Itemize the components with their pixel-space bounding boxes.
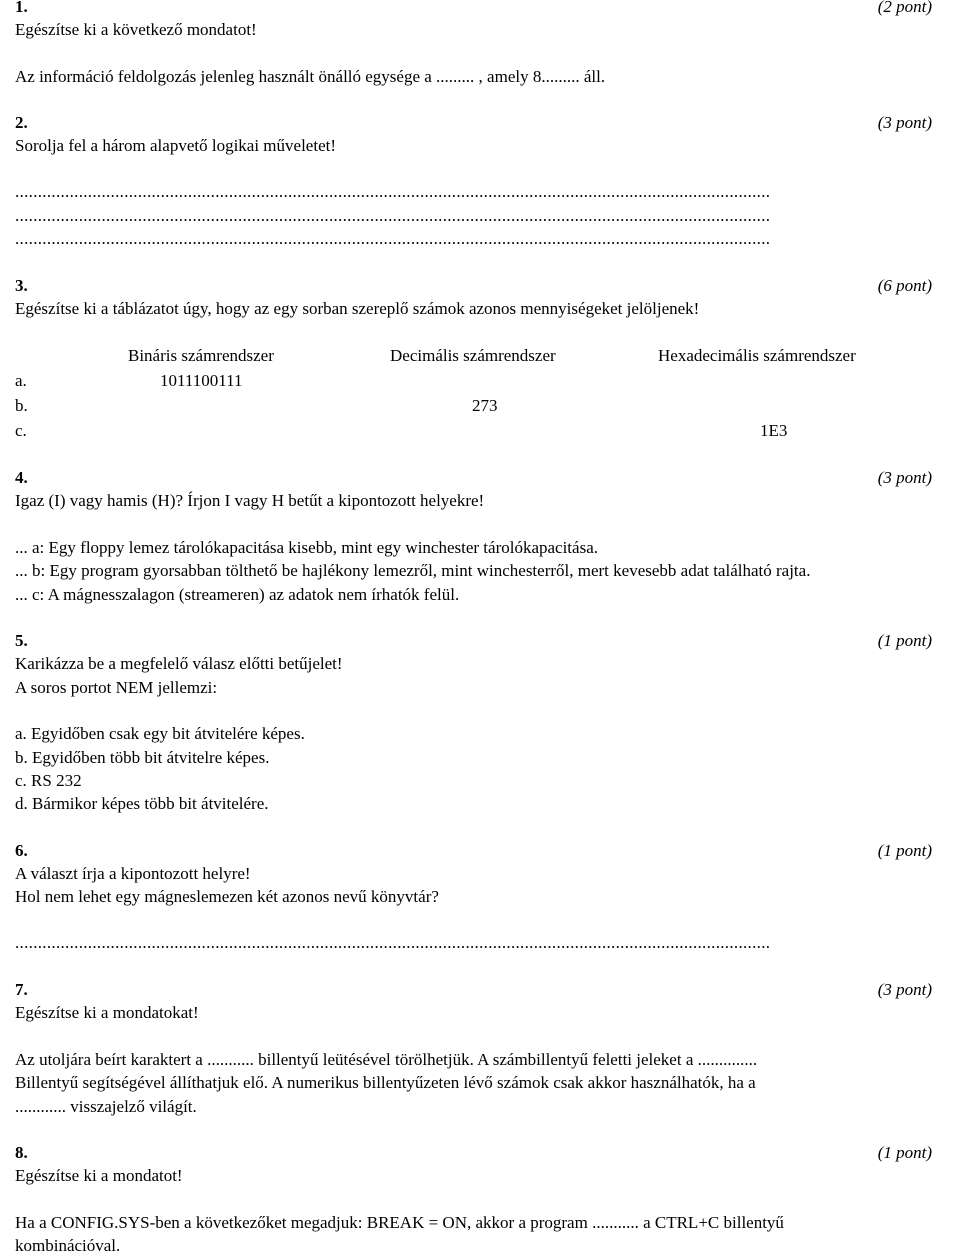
table-header-binary: Bináris számrendszer — [128, 346, 274, 365]
q2-answer-line[interactable]: ...................................................................................................................................................................... — [15, 229, 771, 248]
table-cell-hex: 1E3 — [760, 421, 788, 440]
q7-instruction: Egészítse ki a mondatokat! — [15, 1003, 199, 1022]
q8-instruction: Egészítse ki a mondatot! — [15, 1166, 183, 1185]
q6-number: 6. — [15, 841, 28, 860]
q7-text-line: Billentyű segítségével állíthatjuk elő. A numerikus billentyűzeten lévő számok csak akkor használhatók, ha a — [15, 1073, 756, 1092]
q2-points: (3 pont) — [877, 113, 932, 132]
q6-question: Hol nem lehet egy mágneslemezen két azonos nevű könyvtár? — [15, 887, 439, 906]
q7-number: 7. — [15, 980, 28, 999]
table-header-decimal: Decimális számrendszer — [390, 346, 556, 365]
q8-number: 8. — [15, 1143, 28, 1162]
q7-points: (3 pont) — [877, 980, 932, 999]
q8-points: (1 pont) — [877, 1143, 932, 1162]
q1-number: 1. — [15, 0, 28, 16]
q5-option-c[interactable]: c. RS 232 — [15, 771, 82, 790]
table-cell-decimal: 273 — [472, 396, 498, 415]
q1-points: (2 pont) — [877, 0, 932, 16]
q1-sentence: Az információ feldolgozás jelenleg használt önálló egysége a ......... , amely 8......... áll. — [15, 67, 606, 86]
table-cell-binary: 1011100111 — [160, 371, 243, 390]
q2-answer-line[interactable]: ...................................................................................................................................................................... — [15, 182, 771, 201]
q7-text-line: Az utoljára beírt karaktert a ........... billentyű leütésével törölhetjük. A számbillentyű feletti jeleket a .............. — [15, 1050, 758, 1069]
q4-instruction: Igaz (I) vagy hamis (H)? Írjon I vagy H betűt a kipontozott helyekre! — [15, 491, 485, 510]
q5-number: 5. — [15, 631, 28, 650]
q4-item-a[interactable]: ... a: Egy floppy lemez tárolókapacitása kisebb, mint egy winchester tárolókapacitása. — [15, 538, 598, 557]
q4-item-c[interactable]: ... c: A mágnesszalagon (streameren) az adatok nem írhatók felül. — [15, 585, 460, 604]
q3-instruction: Egészítse ki a táblázatot úgy, hogy az egy sorban szereplő számok azonos mennyiségeket jelöljenek! — [15, 299, 700, 318]
q5-points: (1 pont) — [877, 631, 932, 650]
q2-number: 2. — [15, 113, 28, 132]
table-row-label: c. — [15, 421, 27, 440]
q3-number: 3. — [15, 276, 28, 295]
q5-option-b[interactable]: b. Egyidőben több bit átvitelre képes. — [15, 748, 270, 767]
q1-instruction: Egészítse ki a következő mondatot! — [15, 20, 257, 39]
q2-instruction: Sorolja fel a három alapvető logikai műveletet! — [15, 136, 336, 155]
q8-text-line: Ha a CONFIG.SYS-ben a következőket megadjuk: BREAK = ON, akkor a program ........... a CTRL+C billentyű — [15, 1213, 784, 1232]
q6-points: (1 pont) — [877, 841, 932, 860]
q4-points: (3 pont) — [877, 468, 932, 487]
q5-instruction: Karikázza be a megfelelő válasz előtti betűjelet! — [15, 654, 343, 673]
q2-answer-line[interactable]: ...................................................................................................................................................................... — [15, 206, 771, 225]
q8-text-line: kombinációval. — [15, 1236, 121, 1255]
q5-question: A soros portot NEM jellemzi: — [15, 678, 218, 697]
q7-text-line: ............ visszajelző világít. — [15, 1097, 197, 1116]
q3-points: (6 pont) — [877, 276, 932, 295]
q4-item-b[interactable]: ... b: Egy program gyorsabban tölthető be hajlékony lemezről, mint winchesterről, mert kevesebb adat található rajta. — [15, 561, 811, 580]
q5-option-a[interactable]: a. Egyidőben csak egy bit átvitelére képes. — [15, 724, 305, 743]
q4-number: 4. — [15, 468, 28, 487]
q5-option-d[interactable]: d. Bármikor képes több bit átvitelére. — [15, 794, 269, 813]
table-row-label: a. — [15, 371, 27, 390]
q6-answer-line[interactable]: ...................................................................................................................................................................... — [15, 933, 771, 952]
table-header-hex: Hexadecimális számrendszer — [658, 346, 856, 365]
q6-instruction: A választ írja a kipontozott helyre! — [15, 864, 251, 883]
table-row-label: b. — [15, 396, 28, 415]
